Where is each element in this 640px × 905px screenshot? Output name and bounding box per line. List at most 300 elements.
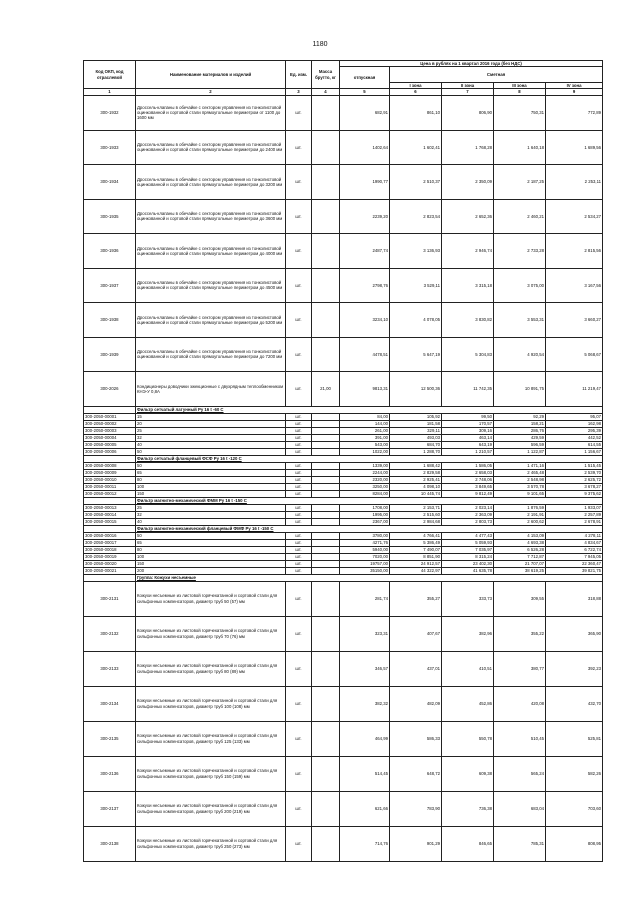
price-zone-2: 1 586,05: [442, 462, 494, 469]
price-zone-4: 4 278,11: [546, 532, 603, 539]
price-zone-3: 355,22: [494, 616, 546, 651]
group-title: Фильтр сетчатый фланцевый ФСФ Ру 16 t -120 С: [136, 455, 603, 462]
item-unit: шт.: [286, 721, 312, 756]
price-zone-1: 2 510,37: [390, 165, 442, 200]
item-mass: [312, 469, 340, 476]
price-zone-2: 9 812,49: [442, 490, 494, 497]
item-code: 300-2050-00013: [84, 504, 136, 511]
item-mass: [312, 721, 340, 756]
price-zone-1: 24 912,57: [390, 560, 442, 567]
group-header-row: [84, 525, 603, 532]
item-name: Кондиционеры доводчики эжекционные с двухрядным теплообменником КНЭ-У 0,8А: [136, 372, 286, 407]
price-zone-1: 2 515,60: [390, 511, 442, 518]
column-number: 2: [136, 89, 286, 96]
price-zone-2: 99,50: [442, 413, 494, 420]
price-zone-1: 5 386,49: [390, 539, 442, 546]
item-code: 300-2026: [84, 372, 136, 407]
price-zone-1: 901,29: [390, 826, 442, 861]
price-zone-1: 8 851,90: [390, 553, 442, 560]
column-number: 9: [546, 89, 603, 96]
price-otpusknaya: 1708,00: [340, 504, 390, 511]
item-name: Кожухи несъемные из листовой горячекатанной и сортовой стали для сильфонных компенсаторов, диаметр труб 70 (76) мм: [136, 616, 286, 651]
price-zone-3: 420,08: [494, 686, 546, 721]
item-name: 20: [136, 420, 286, 427]
table-row: [84, 372, 603, 407]
table-row: [84, 826, 603, 861]
price-zone-3: 1 640,18: [494, 130, 546, 165]
item-code: 300-2050-00006: [84, 448, 136, 455]
price-zone-2: 2 748,06: [442, 476, 494, 483]
item-name: 40: [136, 441, 286, 448]
item-mass: [312, 490, 340, 497]
item-unit: шт.: [286, 560, 312, 567]
item-unit: шт.: [286, 539, 312, 546]
header-zone-1: I зона: [390, 82, 442, 88]
group-code-cell: [84, 525, 136, 532]
column-number: 7: [442, 89, 494, 96]
price-zone-1: 7 490,07: [390, 546, 442, 553]
item-code: 300-2134: [84, 686, 136, 721]
table-row: [84, 420, 603, 427]
price-otpusknaya: 621,66: [340, 791, 390, 826]
price-otpusknaya: 464,99: [340, 721, 390, 756]
item-unit: шт.: [286, 567, 312, 574]
header-zone-3: III зона: [494, 82, 546, 88]
item-unit: шт.: [286, 532, 312, 539]
price-otpusknaya: 261,00: [340, 427, 390, 434]
item-unit: шт.: [286, 546, 312, 553]
price-zone-1: 1 688,42: [390, 462, 442, 469]
header-unit: Ед. изм.: [286, 61, 312, 89]
table-row: [84, 539, 603, 546]
price-zone-2: 3 830,82: [442, 303, 494, 338]
price-zone-1: 2 153,71: [390, 504, 442, 511]
item-code: 300-2050-00014: [84, 511, 136, 518]
price-zone-1: 3 529,11: [390, 268, 442, 303]
price-zone-3: 380,77: [494, 651, 546, 686]
price-zone-4: 39 821,75: [546, 567, 603, 574]
item-mass: [312, 651, 340, 686]
column-number: 6: [390, 89, 442, 96]
item-unit: шт.: [286, 420, 312, 427]
item-name: Кожухи несъемные из листовой горячекатанной и сортовой стали для сильфонных компенсаторов, диаметр труб 50 (57) мм: [136, 581, 286, 616]
item-name: 100: [136, 483, 286, 490]
price-zone-2: 806,90: [442, 96, 494, 131]
price-zone-3: 2 465,48: [494, 469, 546, 476]
item-unit: шт.: [286, 434, 312, 441]
price-zone-3: 6 526,28: [494, 546, 546, 553]
header-zone-2: II зона: [442, 82, 494, 88]
item-name: Дроссель-клапаны в обечайке с сектором управления из тонколистовой оцинкованной и сортовой стали прямоугольные периметром до 7200 мм: [136, 337, 286, 372]
price-zone-4: 2 253,11: [546, 165, 603, 200]
price-zone-2: 23 402,30: [442, 560, 494, 567]
price-otpusknaya: 2367,00: [340, 518, 390, 525]
item-name: 65: [136, 539, 286, 546]
item-name: Дроссель-клапаны в обечайке с сектором управления из тонколистовой оцинкованной и сортовой стали прямоугольные периметром от 1100 до 1600 мм: [136, 96, 286, 131]
item-mass: [312, 462, 340, 469]
item-code: 300-2050-00004: [84, 434, 136, 441]
table-row: [84, 130, 603, 165]
price-zone-2: 3 315,18: [442, 268, 494, 303]
price-zone-1: 437,01: [390, 651, 442, 686]
price-zone-3: 750,31: [494, 96, 546, 131]
price-zone-2: 2 363,09: [442, 511, 494, 518]
price-otpusknaya: 3234,10: [340, 303, 390, 338]
item-code: 300-2135: [84, 721, 136, 756]
item-mass: [312, 420, 340, 427]
price-zone-2: 643,19: [442, 441, 494, 448]
price-zone-3: 429,59: [494, 434, 546, 441]
item-name: Кожухи несъемные из листовой горячекатанной и сортовой стали для сильфонных компенсаторов, диаметр труб 250 (273) мм: [136, 826, 286, 861]
item-name: 50: [136, 462, 286, 469]
page-number: 1180: [312, 41, 328, 48]
item-unit: шт.: [286, 413, 312, 420]
column-number: 1: [84, 89, 136, 96]
price-zone-4: 5 068,67: [546, 337, 603, 372]
price-zone-1: 3 136,93: [390, 234, 442, 269]
price-zone-3: 565,24: [494, 756, 546, 791]
item-name: Кожухи несъемные из листовой горячекатанной и сортовой стали для сильфонных компенсаторов, диаметр труб 80 (89) мм: [136, 651, 286, 686]
item-mass: [312, 413, 340, 420]
price-otpusknaya: 2239,20: [340, 199, 390, 234]
item-unit: шт.: [286, 791, 312, 826]
item-name: 15: [136, 413, 286, 420]
item-code: 300-2050-00019: [84, 553, 136, 560]
item-mass: [312, 434, 340, 441]
price-otpusknaya: 1990,77: [340, 165, 390, 200]
table-row: [84, 651, 603, 686]
table-row: [84, 518, 603, 525]
group-header-row: [84, 406, 603, 413]
column-number: 3: [286, 89, 312, 96]
price-otpusknaya: 9813,31: [340, 372, 390, 407]
item-unit: шт.: [286, 462, 312, 469]
table-row: [84, 413, 603, 420]
price-otpusknaya: 35150,00: [340, 567, 390, 574]
price-otpusknaya: 84,00: [340, 413, 390, 420]
item-name: 50: [136, 532, 286, 539]
price-zone-3: 3 075,00: [494, 268, 546, 303]
price-otpusknaya: 3780,00: [340, 532, 390, 539]
item-mass: [312, 165, 340, 200]
price-otpusknaya: 19757,00: [340, 560, 390, 567]
price-zone-3: 1 876,59: [494, 504, 546, 511]
item-code: 300-2131: [84, 581, 136, 616]
item-unit: шт.: [286, 553, 312, 560]
item-unit: шт.: [286, 511, 312, 518]
price-zone-3: 3 553,31: [494, 303, 546, 338]
table-row: [84, 553, 603, 560]
price-otpusknaya: 543,00: [340, 441, 390, 448]
price-zone-2: 550,78: [442, 721, 494, 756]
price-zone-2: 11 742,35: [442, 372, 494, 407]
price-zone-1: 355,27: [390, 581, 442, 616]
table-row: [84, 511, 603, 518]
price-zone-3: 9 101,65: [494, 490, 546, 497]
price-otpusknaya: 1995,00: [340, 511, 390, 518]
item-mass: [312, 546, 340, 553]
item-mass: [312, 303, 340, 338]
price-zone-3: 785,31: [494, 826, 546, 861]
item-mass: [312, 553, 340, 560]
price-otpusknaya: 391,00: [340, 434, 390, 441]
item-unit: шт.: [286, 504, 312, 511]
price-zone-3: 92,29: [494, 413, 546, 420]
item-mass: 21,00: [312, 372, 340, 407]
price-otpusknaya: 1339,00: [340, 462, 390, 469]
header-mass: Масса брутто, кг: [312, 61, 340, 89]
price-zone-1: 329,11: [390, 427, 442, 434]
item-unit: шт.: [286, 826, 312, 861]
price-zone-3: 4 693,38: [494, 539, 546, 546]
item-unit: шт.: [286, 581, 312, 616]
item-name: Дроссель-клапаны в обечайке с сектором управления из тонколистовой оцинкованной и сортовой стали прямоугольные периметром до 3600 мм: [136, 199, 286, 234]
item-unit: шт.: [286, 337, 312, 372]
item-mass: [312, 539, 340, 546]
price-otpusknaya: 382,32: [340, 686, 390, 721]
price-zone-4: 95,07: [546, 413, 603, 420]
item-mass: [312, 476, 340, 483]
item-code: 300-1933: [84, 130, 136, 165]
table-row: [84, 234, 603, 269]
item-name: 40: [136, 518, 286, 525]
table-row: [84, 165, 603, 200]
item-mass: [312, 199, 340, 234]
header-zone-4: IV зона: [546, 82, 603, 88]
price-otpusknaya: 7020,00: [340, 553, 390, 560]
price-zone-3: 2 600,62: [494, 518, 546, 525]
price-zone-2: 170,57: [442, 420, 494, 427]
item-code: 300-2050-00012: [84, 490, 136, 497]
item-unit: шт.: [286, 483, 312, 490]
price-zone-1: 648,72: [390, 756, 442, 791]
item-mass: [312, 96, 340, 131]
price-zone-4: 22 360,47: [546, 560, 603, 567]
table-row: [84, 427, 603, 434]
item-name: Кожухи несъемные из листовой горячекатанной и сортовой стали для сильфонных компенсаторов, диаметр труб 150 (159) мм: [136, 756, 286, 791]
item-mass: [312, 130, 340, 165]
group-code-cell: [84, 406, 136, 413]
item-name: Дроссель-клапаны в обечайке с сектором управления из тонколистовой оцинкованной и сортовой стали прямоугольные периметром до 5200 мм: [136, 303, 286, 338]
item-name: Кожухи несъемные из листовой горячекатанной и сортовой стали для сильфонных компенсаторов, диаметр труб 100 (108) мм: [136, 686, 286, 721]
price-zone-4: 295,39: [546, 427, 603, 434]
table-row: [84, 469, 603, 476]
table-row: [84, 448, 603, 455]
price-otpusknaya: 4478,51: [340, 337, 390, 372]
price-zone-2: 1 768,28: [442, 130, 494, 165]
item-code: 300-1935: [84, 199, 136, 234]
price-zone-4: 11 219,47: [546, 372, 603, 407]
item-code: 300-2050-00003: [84, 427, 136, 434]
price-zone-2: 463,14: [442, 434, 494, 441]
price-zone-1: 407,67: [390, 616, 442, 651]
price-zone-2: 2 803,73: [442, 518, 494, 525]
group-title: Фильтр магнитно-механический фланцевый ФМФ Ру 16 t -150 С: [136, 525, 603, 532]
price-otpusknaya: 3250,00: [340, 483, 390, 490]
price-otpusknaya: 346,57: [340, 651, 390, 686]
price-zone-3: 596,59: [494, 441, 546, 448]
item-name: 200: [136, 567, 286, 574]
price-zone-1: 2 823,54: [390, 199, 442, 234]
price-zone-2: 2 946,74: [442, 234, 494, 269]
price-zone-4: 2 257,89: [546, 511, 603, 518]
item-unit: шт.: [286, 469, 312, 476]
item-mass: [312, 448, 340, 455]
item-unit: шт.: [286, 372, 312, 407]
price-zone-4: 432,70: [546, 686, 603, 721]
table-row: [84, 462, 603, 469]
price-zone-2: 1 210,57: [442, 448, 494, 455]
item-unit: шт.: [286, 165, 312, 200]
header-code: Код ОКП, код отраслевой: [84, 61, 136, 89]
price-zone-2: 309,16: [442, 427, 494, 434]
price-zone-1: 105,92: [390, 413, 442, 420]
table-row: [84, 96, 603, 131]
price-zone-3: 7 712,87: [494, 553, 546, 560]
item-code: 300-1932: [84, 96, 136, 131]
price-zone-3: 1 471,16: [494, 462, 546, 469]
price-zone-1: 586,33: [390, 721, 442, 756]
price-zone-1: 482,09: [390, 686, 442, 721]
price-zone-2: 846,65: [442, 826, 494, 861]
table-row: [84, 303, 603, 338]
price-zone-3: 4 153,09: [494, 532, 546, 539]
price-otpusknaya: 5940,00: [340, 546, 390, 553]
item-name: 100: [136, 553, 286, 560]
price-otpusknaya: 8284,00: [340, 490, 390, 497]
price-zone-4: 1 515,45: [546, 462, 603, 469]
item-code: 300-2138: [84, 826, 136, 861]
price-zone-4: 392,23: [546, 651, 603, 686]
item-mass: [312, 581, 340, 616]
price-zone-1: 783,90: [390, 791, 442, 826]
price-zone-4: 772,89: [546, 96, 603, 131]
item-unit: шт.: [286, 303, 312, 338]
item-unit: шт.: [286, 448, 312, 455]
price-zone-3: 4 920,54: [494, 337, 546, 372]
item-name: Кожухи несъемные из листовой горячекатанной и сортовой стали для сильфонных компенсаторов, диаметр труб 125 (133) мм: [136, 721, 286, 756]
item-unit: шт.: [286, 686, 312, 721]
price-zone-3: 21 707,07: [494, 560, 546, 567]
item-code: 300-2050-00016: [84, 532, 136, 539]
group-title: Группа: Кожухи несъемные: [136, 574, 603, 581]
item-name: 32: [136, 434, 286, 441]
item-mass: [312, 791, 340, 826]
table-row: [84, 337, 603, 372]
item-unit: шт.: [286, 490, 312, 497]
item-unit: шт.: [286, 130, 312, 165]
price-zone-4: 614,55: [546, 441, 603, 448]
group-header-row: [84, 574, 603, 581]
price-zone-4: 1 156,67: [546, 448, 603, 455]
price-zone-1: 1 288,70: [390, 448, 442, 455]
header-name: Наименование материалов и изделий: [136, 61, 286, 89]
price-otpusknaya: 1402,64: [340, 130, 390, 165]
price-zone-3: 2 548,98: [494, 476, 546, 483]
price-otpusknaya: 682,91: [340, 96, 390, 131]
price-zone-2: 5 304,83: [442, 337, 494, 372]
item-code: 300-1934: [84, 165, 136, 200]
price-otpusknaya: 1022,00: [340, 448, 390, 455]
price-zone-4: 7 945,05: [546, 553, 603, 560]
item-name: 150: [136, 490, 286, 497]
table-row: [84, 560, 603, 567]
table-row: [84, 441, 603, 448]
price-zone-2: 382,96: [442, 616, 494, 651]
column-number: 4: [312, 89, 340, 96]
price-zone-1: 5 647,19: [390, 337, 442, 372]
item-name: Кожухи несъемные из листовой горячекатанной и сортовой стали для сильфонных компенсаторов, диаметр труб 200 (219) мм: [136, 791, 286, 826]
group-code-cell: [84, 455, 136, 462]
item-code: 300-1937: [84, 268, 136, 303]
table-row: [84, 434, 603, 441]
price-zone-4: 9 375,62: [546, 490, 603, 497]
item-mass: [312, 532, 340, 539]
price-zone-4: 6 722,74: [546, 546, 603, 553]
price-zone-4: 1 933,07: [546, 504, 603, 511]
column-number: 8: [494, 89, 546, 96]
price-zone-1: 2 829,58: [390, 469, 442, 476]
price-zone-2: 609,38: [442, 756, 494, 791]
price-otpusknaya: 2320,00: [340, 476, 390, 483]
table-row: [84, 490, 603, 497]
price-otpusknaya: 2487,74: [340, 234, 390, 269]
item-code: 300-2136: [84, 756, 136, 791]
price-zone-4: 3 678,27: [546, 483, 603, 490]
price-zone-1: 493,03: [390, 434, 442, 441]
group-title: Фильтр магнитно-механический ФММ Ру 16 t -150 С: [136, 497, 603, 504]
group-code-cell: [84, 497, 136, 504]
price-zone-2: 452,86: [442, 686, 494, 721]
item-code: 300-1936: [84, 234, 136, 269]
item-code: 300-1939: [84, 337, 136, 372]
table-row: [84, 268, 603, 303]
item-mass: [312, 826, 340, 861]
item-name: 80: [136, 476, 286, 483]
item-code: 300-2050-00010: [84, 476, 136, 483]
table-row: [84, 721, 603, 756]
item-unit: шт.: [286, 616, 312, 651]
table-row: [84, 483, 603, 490]
item-unit: шт.: [286, 199, 312, 234]
price-zone-1: 861,10: [390, 96, 442, 131]
price-zone-4: 2 678,91: [546, 518, 603, 525]
price-zone-2: 736,38: [442, 791, 494, 826]
item-unit: шт.: [286, 268, 312, 303]
item-mass: [312, 518, 340, 525]
group-title: Фильтр сетчатый латунный Ру 16 t -60 С: [136, 406, 603, 413]
price-otpusknaya: 714,76: [340, 826, 390, 861]
price-zone-1: 2 925,41: [390, 476, 442, 483]
price-zone-4: 365,90: [546, 616, 603, 651]
item-name: 25: [136, 504, 286, 511]
price-zone-2: 2 658,03: [442, 469, 494, 476]
price-zone-1: 12 500,36: [390, 372, 442, 407]
price-zone-1: 1 602,41: [390, 130, 442, 165]
column-number: 5: [340, 89, 390, 96]
price-zone-4: 4 834,67: [546, 539, 603, 546]
item-code: 300-2050-00002: [84, 420, 136, 427]
price-zone-2: 2 023,14: [442, 504, 494, 511]
table-row: [84, 567, 603, 574]
price-zone-3: 2 191,91: [494, 511, 546, 518]
price-zone-1: 4 766,41: [390, 532, 442, 539]
price-zone-4: 318,88: [546, 581, 603, 616]
item-code: 300-2132: [84, 616, 136, 651]
price-zone-2: 410,51: [442, 651, 494, 686]
table-row: [84, 532, 603, 539]
price-zone-2: 3 849,65: [442, 483, 494, 490]
